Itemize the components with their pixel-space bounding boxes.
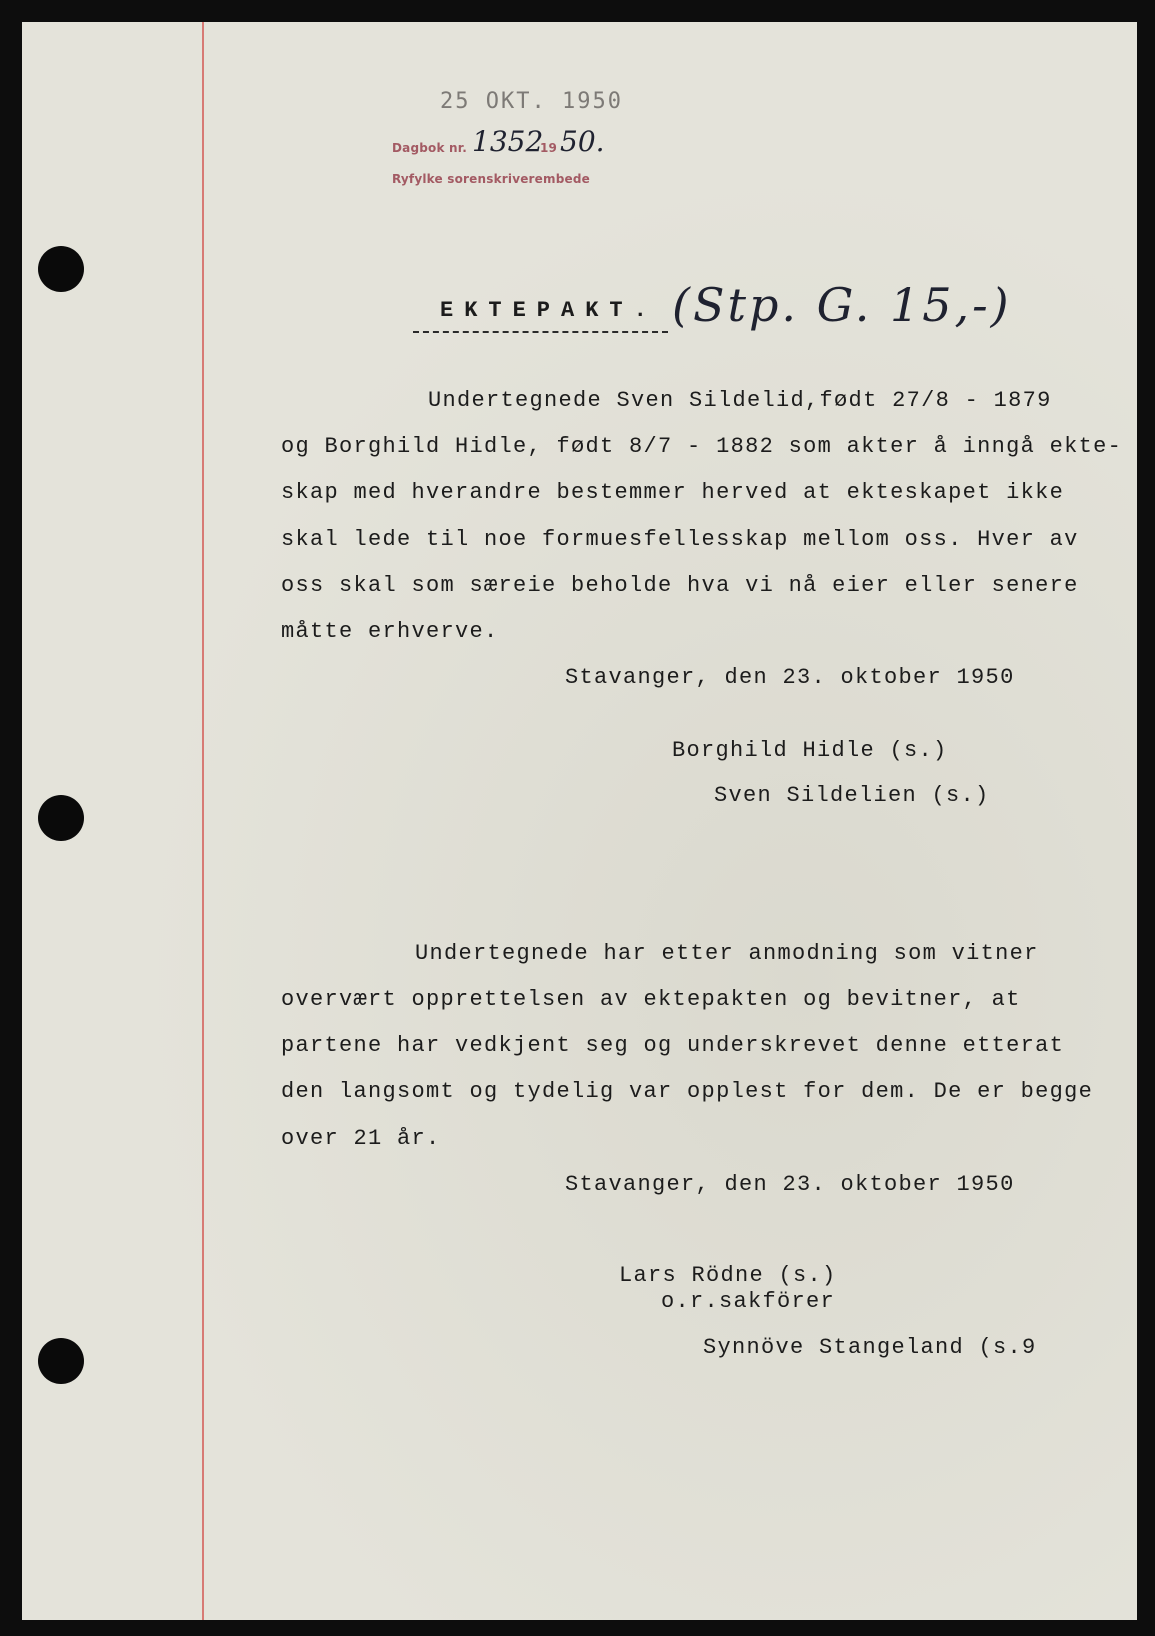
witness-line: den langsomt og tydelig var opplest for dem. De er begge <box>281 1079 1094 1104</box>
contract-line: skap med hverandre bestemmer herved at ekteskapet ikke <box>281 480 1065 505</box>
signature-lars: Lars Rödne (s.) <box>619 1263 837 1288</box>
dagbok-year: 50. <box>560 125 605 158</box>
witness-line: overvært opprettelsen av ektepakten og bevitner, at <box>281 987 1021 1012</box>
witness-line: partene har vedkjent seg og underskrevet denne etterat <box>281 1033 1065 1058</box>
witness-place-date: Stavanger, den 23. oktober 1950 <box>565 1172 1015 1197</box>
dagbok-year-prefix: 19 <box>540 141 558 155</box>
margin-rule <box>202 22 204 1620</box>
contract-line: og Borghild Hidle, født 8/7 - 1882 som akter å inngå ekte- <box>281 434 1123 459</box>
received-date-stamp: 25 OKT. 1950 <box>440 89 623 114</box>
office-stamp: Ryfylke sorenskriverembede <box>392 172 590 186</box>
contract-line: oss skal som særeie beholde hva vi nå eier eller senere <box>281 573 1079 598</box>
contract-place-date: Stavanger, den 23. oktober 1950 <box>565 665 1015 690</box>
dagbok-label: Dagbok nr. <box>392 141 467 155</box>
punch-hole-bottom <box>38 1338 84 1384</box>
witness-line: Undertegnede har etter anmodning som vitner <box>415 941 1039 966</box>
contract-line: skal lede til noe formuesfellesskap mellom oss. Hver av <box>281 527 1079 552</box>
document-page <box>22 22 1137 1620</box>
contract-line: måtte erhverve. <box>281 619 499 644</box>
signer-title: o.r.sakförer <box>661 1289 836 1314</box>
handwritten-stamp-fee: (Stp. G. 15,-) <box>672 278 1012 332</box>
dagbok-number: 1352 <box>472 125 544 158</box>
witness-line: over 21 år. <box>281 1126 441 1151</box>
signature-borghild: Borghild Hidle (s.) <box>672 738 948 763</box>
punch-hole-top <box>38 246 84 292</box>
document-title: EKTEPAKT. <box>440 298 658 323</box>
punch-hole-middle <box>38 795 84 841</box>
title-underline <box>413 331 668 333</box>
contract-line: Undertegnede Sven Sildelid,født 27/8 - 1879 <box>428 388 1052 413</box>
signature-synnove: Synnöve Stangeland (s.9 <box>703 1335 1037 1360</box>
signature-sven: Sven Sildelien (s.) <box>714 783 990 808</box>
